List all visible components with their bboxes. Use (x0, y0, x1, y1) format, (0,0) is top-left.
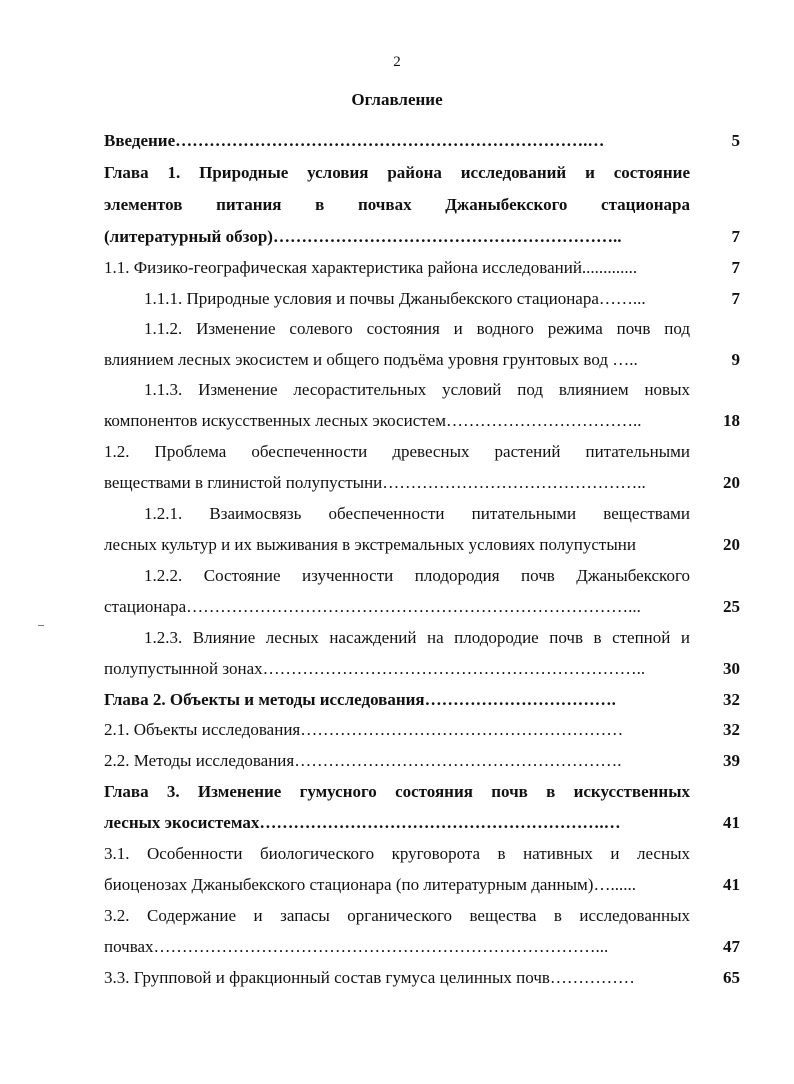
toc-page: 32 (723, 690, 740, 709)
toc-line: лесных экосистемах…………………………………………………….… (104, 813, 621, 832)
toc-line: 1.1.2. Изменение солевого состояния и водного режима почв под (144, 319, 690, 338)
toc-line: 1.1. Физико-географическая характеристика района исследований............. (104, 258, 638, 277)
toc-page: 9 (731, 350, 740, 369)
toc-page: 41 (723, 813, 740, 832)
toc-line: Глава 3. Изменение гумусного состояния почв в искусственных (104, 782, 690, 801)
toc-page: 7 (731, 258, 740, 277)
toc-page: 7 (731, 227, 740, 246)
scan-mark (38, 625, 44, 626)
toc-page: 5 (731, 131, 740, 150)
toc-line: полупустынной зонах………………………………………………………….. (104, 659, 646, 678)
toc-page: 20 (723, 535, 740, 554)
toc-line: Введение……………………………………………………………….… (104, 131, 605, 150)
toc-page: 30 (723, 659, 740, 678)
toc-line: Глава 1. Природные условия района исследований и состояние (104, 163, 690, 182)
toc-line: 1.2.3. Влияние лесных насаждений на плодородие почв в степной и (144, 628, 690, 647)
toc-line: 1.2. Проблема обеспеченности древесных растений питательными (104, 442, 690, 461)
toc-line: 3.1. Особенности биологического круговорота в нативных и лесных (104, 844, 690, 863)
toc-line: биоценозах Джаныбекского стационара (по литературным данным)…...... (104, 875, 636, 894)
toc-page: 65 (723, 968, 740, 987)
toc-line: лесных культур и их выживания в экстремальных условиях полупустыни (104, 535, 636, 554)
toc-line: Глава 2. Объекты и методы исследования……………………………. (104, 690, 616, 709)
toc-page: 20 (723, 473, 740, 492)
toc-line: 3.3. Групповой и фракционный состав гумуса целинных почв…………… (104, 968, 635, 987)
toc-page: 32 (723, 720, 740, 739)
toc-line: влиянием лесных экосистем и общего подъёма уровня грунтовых вод ….. (104, 350, 638, 369)
toc-page: 7 (731, 289, 740, 308)
toc-line: компонентов искусственных лесных экосистем…………………………….. (104, 411, 642, 430)
toc-page: 41 (723, 875, 740, 894)
toc-line: элементов питания в почвах Джаныбекского стационара (104, 195, 690, 214)
toc-title: Оглавление (351, 90, 443, 109)
toc-line: веществами в глинистой полупустыни……………………………………….. (104, 473, 646, 492)
toc-line: почвах……………………………………………………………………... (104, 937, 609, 956)
toc-line: 1.2.1. Взаимосвязь обеспеченности питательными веществами (144, 504, 690, 523)
toc-line: 3.2. Содержание и запасы органического вещества в исследованных (104, 906, 690, 925)
toc-page: 18 (723, 411, 740, 430)
toc-page: 47 (723, 937, 740, 956)
toc-page: 39 (723, 751, 740, 770)
toc-line: 1.2.2. Состояние изученности плодородия почв Джаныбекского (144, 566, 690, 585)
toc-line: (литературный обзор)…………………………………………………….. (104, 227, 622, 246)
toc-line: 1.1.3. Изменение лесорастительных условий под влиянием новых (144, 380, 690, 399)
toc-line: 2.2. Методы исследования…………………………………………………. (104, 751, 622, 770)
toc-line: 1.1.1. Природные условия и почвы Джаныбекского стационара……... (144, 289, 646, 308)
toc-line: 2.1. Объекты исследования………………………………………………… (104, 720, 624, 739)
toc-page: 25 (723, 597, 740, 616)
toc-line: стационара……………………………………………………………………... (104, 597, 641, 616)
page-number: 2 (393, 54, 401, 70)
